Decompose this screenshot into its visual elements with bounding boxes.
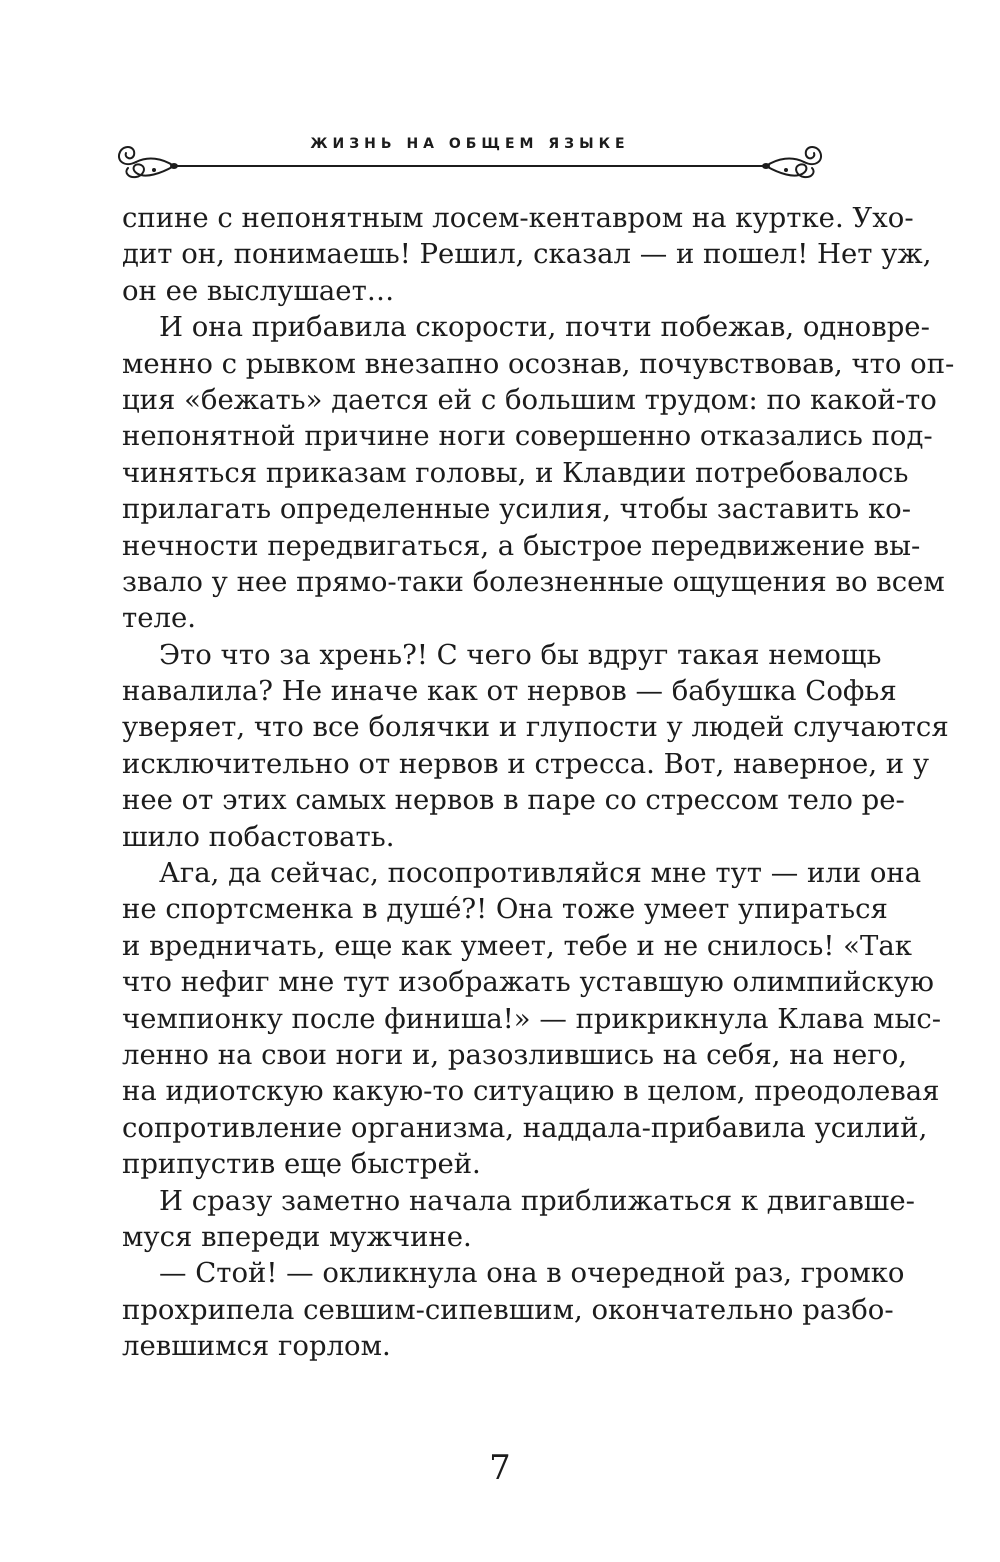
text-line: ция «бежать» дается ей с большим трудом: по какой-то (122, 383, 937, 416)
text-line: дит он, понимаешь! Решил, сказал — и пошел! Нет уж, (122, 238, 932, 271)
text-line: И сразу заметно начала приближаться к двигавше- (159, 1184, 915, 1217)
text-line: чемпионку после финиша!» — прикрикнула Клава мыс- (122, 1002, 942, 1035)
text-line: теле. (122, 602, 196, 635)
text-line: чиняться приказам головы, и Клавдии потребовалось (122, 456, 909, 489)
text-line: навалила? Не иначе как от нервов — бабушка Софья (122, 675, 897, 708)
text-line: прохрипела севшим-сипевшим, окончательно разбо- (122, 1293, 894, 1326)
text-line: он ее выслушает… (122, 274, 395, 307)
text-line: на идиотскую какую-то ситуацию в целом, преодолевая (122, 1075, 940, 1108)
text-line: сопротивление организма, наддала-прибавила усилий, (122, 1111, 928, 1144)
text-line: уверяет, что все болячки и глупости у людей случаются (122, 711, 949, 744)
text-line: звало у нее прямо-таки болезненные ощущения во всем (122, 565, 945, 598)
page-number: 7 (489, 1448, 511, 1488)
text-line: И она прибавила скорости, почти побежав, одновре- (159, 311, 930, 344)
text-line: прилагать определенные усилия, чтобы заставить ко- (122, 493, 911, 526)
text-line: — Стой! — окликнула она в очередной раз, громко (159, 1257, 905, 1290)
text-line: муся впереди мужчине. (122, 1220, 472, 1253)
text-line: непонятной причине ноги совершенно отказались под- (122, 420, 933, 453)
text-line: что нефиг мне тут изображать уставшую олимпийскую (122, 966, 934, 999)
text-line: припустив еще быстрей. (122, 1148, 481, 1181)
text-line: Ага, да сейчас, посопротивляйся мне тут — или она (159, 857, 922, 890)
body-text (122, 200, 955, 1365)
text-line: нечности передвигаться, а быстрое передвижение вы- (122, 529, 921, 562)
running-header (110, 128, 830, 192)
text-line: и вредничать, еще как умеет, тебе и не снилось! «Так (122, 929, 912, 962)
text-line: нее от этих самых нервов в паре со стрессом тело ре- (122, 784, 905, 817)
text-line: исключительно от нервов и стресса. Вот, наверное, и у (122, 747, 930, 780)
text-line: менно с рывком внезапно осознав, почувствовав, что оп- (122, 347, 955, 380)
text-line: шило побастовать. (122, 820, 395, 853)
text-line: левшимся горлом. (122, 1330, 391, 1363)
text-line: не спортсменка в душе́?! Она тоже умеет упираться (122, 893, 888, 926)
running-title: ЖИЗНЬ НА ОБЩЕМ ЯЗЫКЕ (310, 136, 630, 152)
text-line: ленно на свои ноги и, разозлившись на себя, на него, (122, 1038, 907, 1071)
text-line: спине с непонятным лосем-кентавром на куртке. Ухо- (122, 202, 914, 234)
text-line: Это что за хрень?! С чего бы вдруг такая немощь (159, 638, 882, 671)
